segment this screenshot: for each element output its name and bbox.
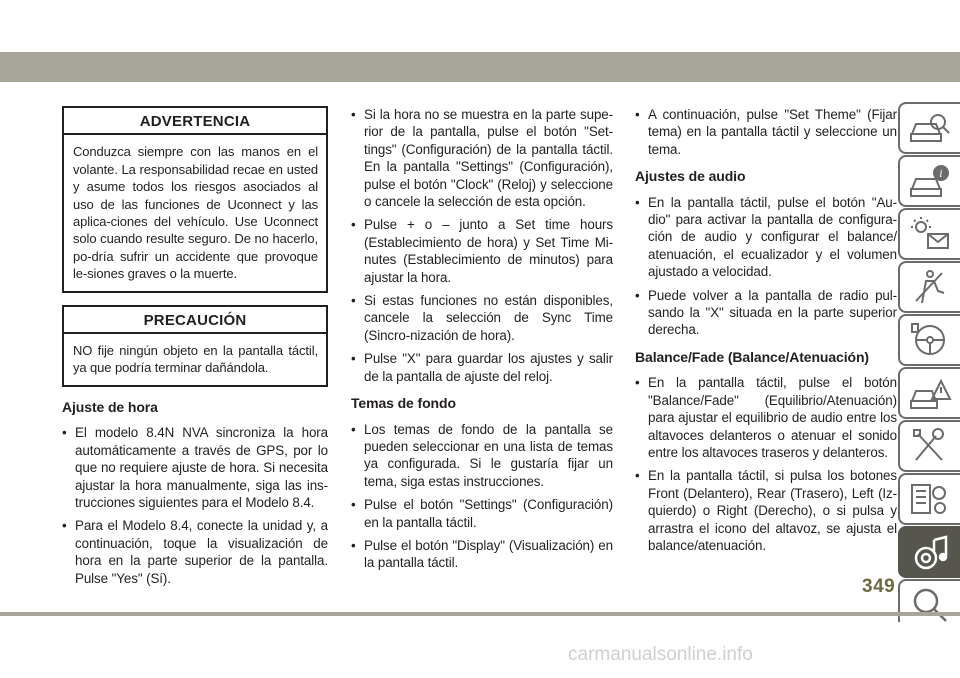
list-item: • Pulse "X" para guardar los ajustes y salir de la pantalla de ajuste del reloj. — [351, 350, 613, 385]
tab-car-inspection[interactable] — [898, 102, 960, 154]
search-index-icon — [908, 585, 952, 625]
column-1 — [62, 106, 328, 593]
airbag-safety-icon — [908, 267, 952, 307]
caution-text: NO fije ningún objeto en la pantalla táctil, ya que podría terminar dañándola. — [73, 343, 318, 376]
list-item: • Pulse el botón "Settings" (Configuración) en la pantalla táctil. — [351, 496, 613, 531]
car-inspection-icon — [908, 108, 952, 148]
page-top-margin — [0, 0, 960, 44]
warning-lights-message-icon — [908, 214, 952, 254]
time-heading: Ajuste de hora — [62, 398, 158, 415]
list-item: • Puede volver a la pantalla de radio pul-sando la "X" situada en la parte superior derecha. — [635, 287, 897, 339]
tab-safety[interactable] — [898, 261, 960, 313]
specifications-list-gears-icon — [908, 479, 952, 519]
page-bottom-margin — [0, 622, 960, 678]
servicing-tools-icon — [908, 426, 952, 466]
audio-list — [635, 194, 897, 339]
emergency-hazard-icon — [908, 373, 952, 413]
list-item: • Si estas funciones no están disponibles, cancele la selección de Sync Time (Sincro-nización de hora). — [351, 292, 613, 344]
tab-car-info[interactable] — [898, 155, 960, 207]
list-item: • Pulse + o – junto a Set time hours (Establecimiento de hora) y Set Time Mi-nutes (Establecimiento de minutos) para ajustar la hora. — [351, 216, 613, 286]
caution-box — [62, 305, 328, 387]
page-number: 349 — [862, 576, 896, 597]
time-list — [62, 424, 328, 587]
balance-list — [635, 374, 897, 554]
warning-box — [62, 106, 328, 293]
starting-driving-steering-icon — [908, 320, 952, 360]
svg-text:i: i — [939, 169, 943, 180]
warning-title: ADVERTENCIA — [64, 108, 326, 135]
list-item: • En la pantalla táctil, pulse el botón "Au-dio" para activar la pantalla de configura-ción de audio y configurar el balance/ atenuación, el ecualizador y el volumen ajustado a velocidad. — [635, 194, 897, 281]
themes-list-continued — [635, 106, 897, 158]
themes-list — [351, 421, 613, 572]
tab-specifications[interactable] — [898, 473, 960, 525]
column-2 — [351, 106, 613, 578]
list-item: • Pulse el botón "Display" (Visualización) en la pantalla táctil. — [351, 537, 613, 572]
multimedia-music-icon — [908, 532, 952, 572]
list-item: • En la pantalla táctil, pulse el botón "Balance/Fade" (Equilibrio/Atenuación) para ajustar el equilibrio de audio entre los altavoces delanteros o atenuar el sonido entre los altavoces traseros y delanteros. — [635, 374, 897, 461]
warning-text: Conduzca siempre con las manos en el volante. La responsabilidad recae en usted y asume todos los riesgos asociados al uso de las funciones de Uconnect y las aplica-ciones del vehículo. Use Uconnect solo cuando resulte seguro. De no hacerlo, po-dría sufrir un accidente que provoque le-siones graves o la muerte. — [73, 144, 318, 282]
balance-heading: Balance/Fade (Balance/Atenuación) — [635, 348, 869, 365]
tab-warning-lights[interactable] — [898, 208, 960, 260]
caution-title: PRECAUCIÓN — [64, 307, 326, 334]
list-item: • Si la hora no se muestra en la parte supe-rior de la pantalla, pulse el botón "Set-tings" (Configuración) de la pantalla táctil. En la pantalla "Settings" (Configuración), pulse el botón "Clock" (Reloj) y seleccione o cancele la selección de esta opción. — [351, 106, 613, 210]
list-item: • En la pantalla táctil, si pulsa los botones Front (Delantero), Rear (Trasero), Left (Iz-quierdo) o Right (Derecho), o si pulsa y arrastra el icono del altavoz, se ajusta el balance/atenuación. — [635, 467, 897, 554]
time-list-continued — [351, 106, 613, 385]
list-item: • A continuación, pulse "Set Theme" (Fijar tema) en la pantalla táctil y seleccione un tema. — [635, 106, 897, 158]
themes-heading: Temas de fondo — [351, 395, 456, 412]
list-item: • Los temas de fondo de la pantalla se pueden seleccionar en una lista de temas ya configurada. Si le gustaría fijar un tema, siga estas instrucciones. — [351, 421, 613, 491]
list-item: • Para el Modelo 8.4, conecte la unidad y, a continuación, toque la visualización de hora en la parte superior de la pantalla. Pulse "Yes" (Sí). — [62, 517, 328, 587]
tab-emergency[interactable] — [898, 367, 960, 419]
watermark: carmanualsonline.info — [568, 644, 753, 665]
tab-multimedia[interactable] — [898, 526, 960, 578]
header-strip — [0, 52, 960, 82]
column-3 — [635, 106, 897, 560]
tab-servicing[interactable] — [898, 420, 960, 472]
chapter-tabs — [898, 102, 960, 678]
footer-line — [0, 612, 960, 616]
tab-starting-driving[interactable] — [898, 314, 960, 366]
audio-heading: Ajustes de audio — [635, 168, 746, 185]
car-info-icon — [908, 161, 952, 201]
list-item: • El modelo 8.4N NVA sincroniza la hora automáticamente a través de GPS, por lo que no requiere ajuste de hora. Si necesita ajustar la hora manualmente, siga las ins-trucciones siguientes para el Modelo 8.4. — [62, 424, 328, 511]
